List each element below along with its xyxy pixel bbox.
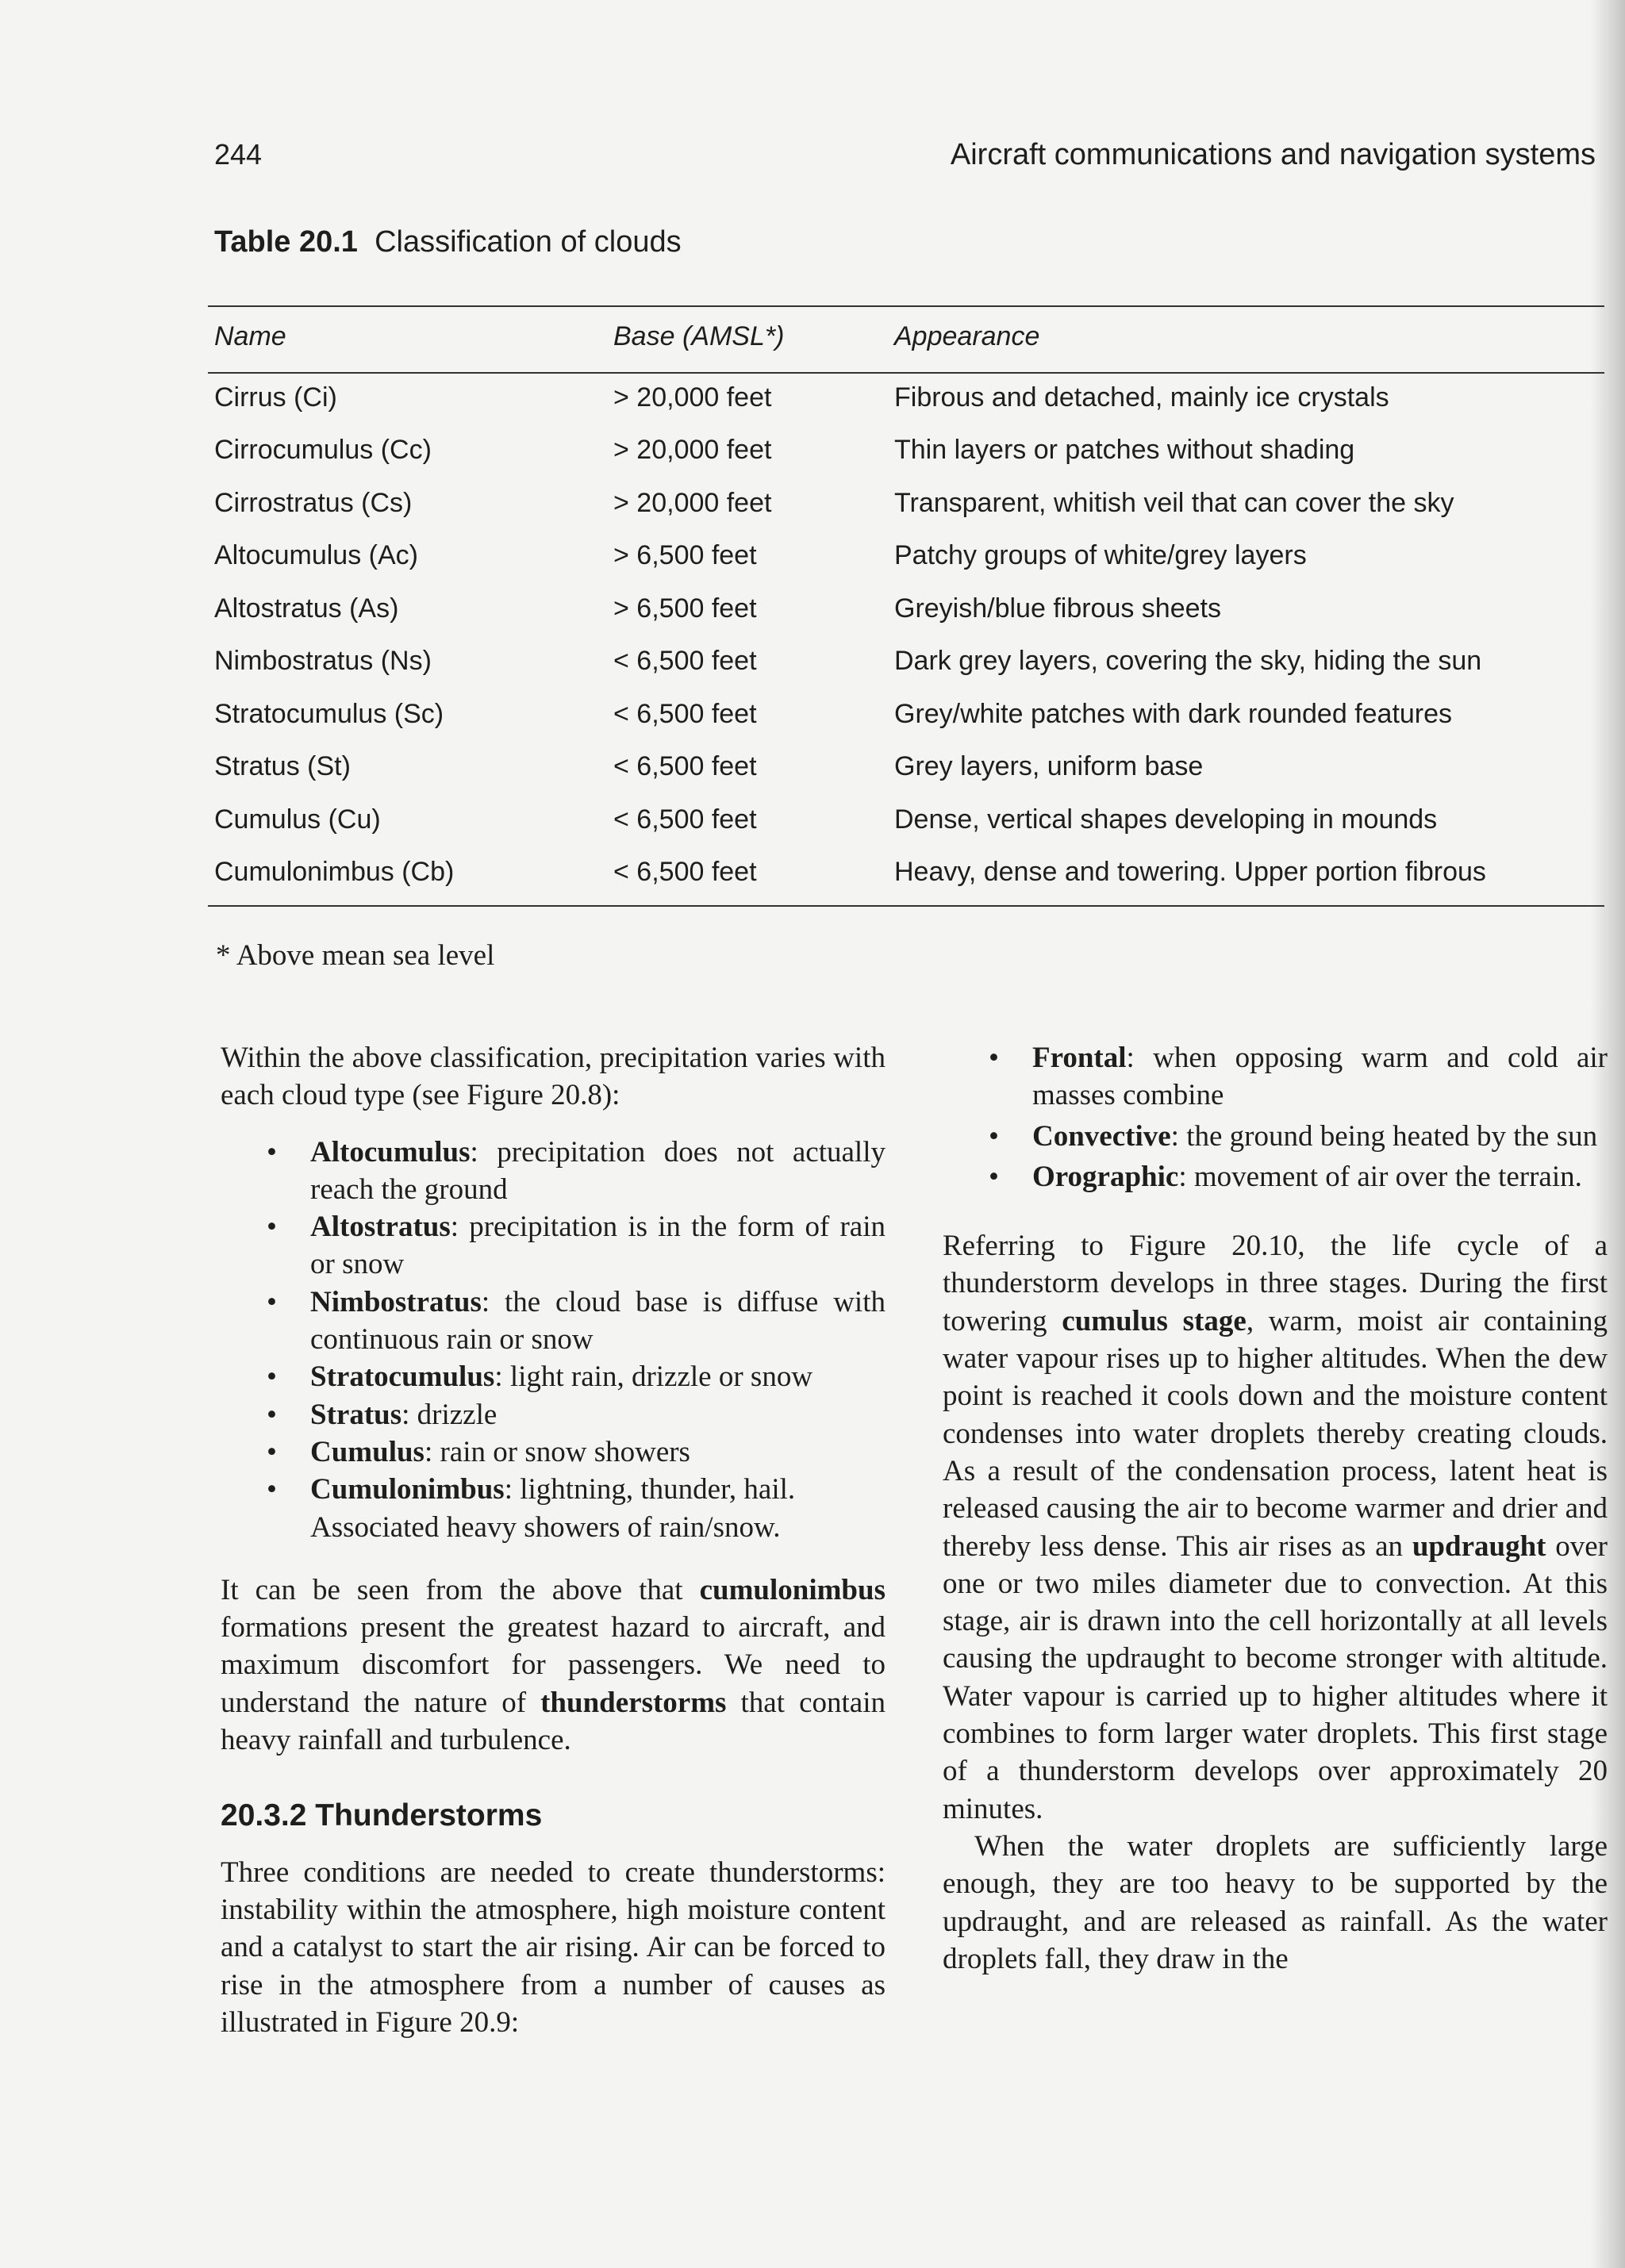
table-footnote: * Above mean sea level: [216, 939, 495, 972]
hazard-paragraph: [221, 1571, 885, 1759]
bullet-glyph: •: [989, 1042, 999, 1074]
bullet-glyph: •: [989, 1119, 999, 1153]
column-header-appearance: Appearance: [894, 321, 1040, 351]
list-term: Orographic: [1032, 1160, 1179, 1193]
cloud-name: Cumulonimbus (Cb): [214, 857, 455, 887]
list-term: Stratus: [310, 1398, 402, 1431]
list-text: : the ground being heated by the sun: [1170, 1119, 1598, 1153]
cloud-name: Cumulus (Cu): [214, 804, 381, 835]
list-item: [221, 1396, 885, 1433]
list-text: : rain or snow showers: [424, 1435, 690, 1468]
cloud-appearance: Dense, vertical shapes developing in mounds: [894, 804, 1438, 835]
bullet-glyph: •: [267, 1285, 277, 1318]
cloud-name: Altocumulus (Ac): [214, 540, 418, 570]
cloud-base: < 6,500 feet: [613, 857, 757, 887]
cloud-base: < 6,500 feet: [613, 699, 757, 729]
list-item: [221, 1433, 885, 1471]
cloud-base: > 20,000 feet: [613, 488, 772, 518]
cloud-base: > 20,000 feet: [613, 382, 772, 413]
text-run: It can be seen from the above that: [221, 1573, 700, 1606]
bullet-glyph: •: [989, 1160, 999, 1193]
precipitation-list: [221, 1134, 885, 1546]
bullet-glyph: •: [267, 1211, 277, 1244]
table-bottom-rule: [208, 905, 1604, 907]
cloud-base: > 6,500 feet: [613, 593, 757, 624]
cloud-base: < 6,500 feet: [613, 804, 757, 835]
precipitation-intro: Within the above classification, precipitation varies with each cloud type (see Figure 20.8):: [221, 1042, 885, 1112]
bullet-glyph: •: [267, 1473, 277, 1506]
list-term: Altostratus: [310, 1211, 451, 1244]
list-text: : when opposing warm and cold air masses combine: [1032, 1042, 1608, 1112]
column-header-base: Base (AMSL*): [613, 321, 785, 351]
cloud-base: > 6,500 feet: [613, 540, 757, 570]
table-caption-label: Table 20.1: [214, 225, 358, 259]
cloud-name: Stratocumulus (Sc): [214, 699, 444, 729]
cloud-appearance: Heavy, dense and towering. Upper portion fibrous: [894, 857, 1486, 887]
cloud-name: Stratus (St): [214, 751, 351, 781]
column-header-name: Name: [214, 321, 286, 351]
list-term: Altocumulus: [310, 1135, 471, 1169]
list-item: [221, 1134, 885, 1209]
text-run: over one or two miles diameter due to convection. At this stage, air is drawn into the cell horizontally at all levels causing the updraught to become stronger with altitude. Water vapour is carried up to higher altitudes where it combines to form larger water droplets. This first stage of a thunderstorm develops over approximately 20 minutes.: [943, 1529, 1608, 1825]
list-term: Cumulonimbus: [310, 1473, 505, 1506]
list-item: [943, 1039, 1608, 1115]
list-text: : precipitation does not actually reach the ground: [310, 1135, 885, 1206]
list-item: [943, 1158, 1608, 1195]
cloud-appearance: Thin layers or patches without shading: [894, 435, 1355, 465]
list-term: Nimbostratus: [310, 1285, 482, 1318]
page-number: 244: [214, 138, 263, 171]
conditions-paragraph: Three conditions are needed to create thunderstorms: instability within the atmosphere, high moisture content and a catalyst to start the air rising. Air can be forced to rise in the atmosphere from a number of causes as illustrated in Figure 20.9:: [221, 1855, 885, 2039]
cloud-base: < 6,500 feet: [613, 751, 757, 781]
list-item: [221, 1208, 885, 1284]
causes-list: [943, 1039, 1608, 1195]
cloud-name: Cirrus (Ci): [214, 382, 337, 413]
bullet-glyph: •: [267, 1398, 277, 1431]
list-item: [221, 1358, 885, 1395]
cloud-base: < 6,500 feet: [613, 646, 757, 676]
list-term: Cumulus: [310, 1435, 424, 1468]
cloud-name: Cirrostratus (Cs): [214, 488, 413, 518]
text-run: that contain heavy rainfall and turbulence.: [221, 1686, 885, 1757]
cloud-name: Altostratus (As): [214, 593, 399, 624]
cloud-appearance: Grey layers, uniform base: [894, 751, 1204, 781]
list-item: [221, 1284, 885, 1359]
text-run: , warm, moist air containing water vapour rises up to higher altitudes. When the dew point is reached it cools down and the moisture content condenses into water droplets thereby creating clouds. As a result of the condensation process, latent heat is released causing the air to become warmer and drier and thereby less dense. This air rises as an: [943, 1304, 1608, 1563]
table-caption: [214, 225, 682, 259]
list-item: [221, 1471, 885, 1546]
bullet-glyph: •: [267, 1135, 277, 1169]
list-term: Stratocumulus: [310, 1360, 495, 1394]
cloud-appearance: Grey/white patches with dark rounded features: [894, 699, 1453, 729]
list-item: [943, 1118, 1608, 1155]
text-run: Referring to Figure 20.10, the life cycle of a thunderstorm develops in three stages. During the first towering: [943, 1230, 1608, 1337]
left-column: [221, 1039, 885, 2041]
life-cycle-paragraph: [943, 1227, 1608, 1828]
list-text: : precipitation is in the form of rain or snow: [310, 1211, 885, 1281]
cloud-appearance: Greyish/blue fibrous sheets: [894, 593, 1221, 624]
cloud-appearance: Transparent, whitish veil that can cover the sky: [894, 488, 1454, 518]
bold-term: cumulonimbus: [699, 1573, 885, 1606]
table-top-rule: [208, 305, 1604, 307]
bold-term: cumulus stage: [1062, 1304, 1247, 1337]
cloud-appearance: Patchy groups of white/grey layers: [894, 540, 1307, 570]
rainfall-paragraph: When the water droplets are sufficiently large enough, they are too heavy to be supported by the updraught, and are released as rainfall. As the water droplets fall, they draw in the: [943, 1829, 1608, 1975]
cloud-name: Nimbostratus (Ns): [214, 646, 432, 676]
list-term: Frontal: [1032, 1042, 1127, 1074]
bold-term: updraught: [1412, 1529, 1546, 1563]
cloud-base: > 20,000 feet: [613, 435, 772, 465]
list-text: : lightning, thunder, hail. Associated heavy showers of rain/snow.: [310, 1473, 796, 1544]
table-header-rule: [208, 372, 1604, 374]
table-caption-text: Classification of clouds: [375, 225, 682, 259]
running-head: Aircraft communications and navigation systems: [950, 138, 1596, 171]
list-text: : the cloud base is diffuse with continuous rain or snow: [310, 1285, 885, 1357]
section-heading: 20.3.2 Thunderstorms: [221, 1798, 543, 1833]
list-text: : movement of air over the terrain.: [1178, 1160, 1582, 1193]
bullet-glyph: •: [267, 1360, 277, 1394]
cloud-appearance: Fibrous and detached, mainly ice crystals: [894, 382, 1389, 413]
cloud-name: Cirrocumulus (Cc): [214, 435, 432, 465]
right-column: [943, 1039, 1608, 1978]
bold-term: thunderstorms: [540, 1686, 727, 1719]
list-text: : drizzle: [401, 1398, 497, 1431]
list-term: Convective: [1032, 1119, 1171, 1153]
text-run: formations present the greatest hazard to aircraft, and maximum discomfort for passengers. We need to understand the nature of: [221, 1611, 885, 1719]
cloud-appearance: Dark grey layers, covering the sky, hiding the sun: [894, 646, 1482, 676]
list-text: : light rain, drizzle or snow: [494, 1360, 813, 1394]
bullet-glyph: •: [267, 1435, 277, 1468]
